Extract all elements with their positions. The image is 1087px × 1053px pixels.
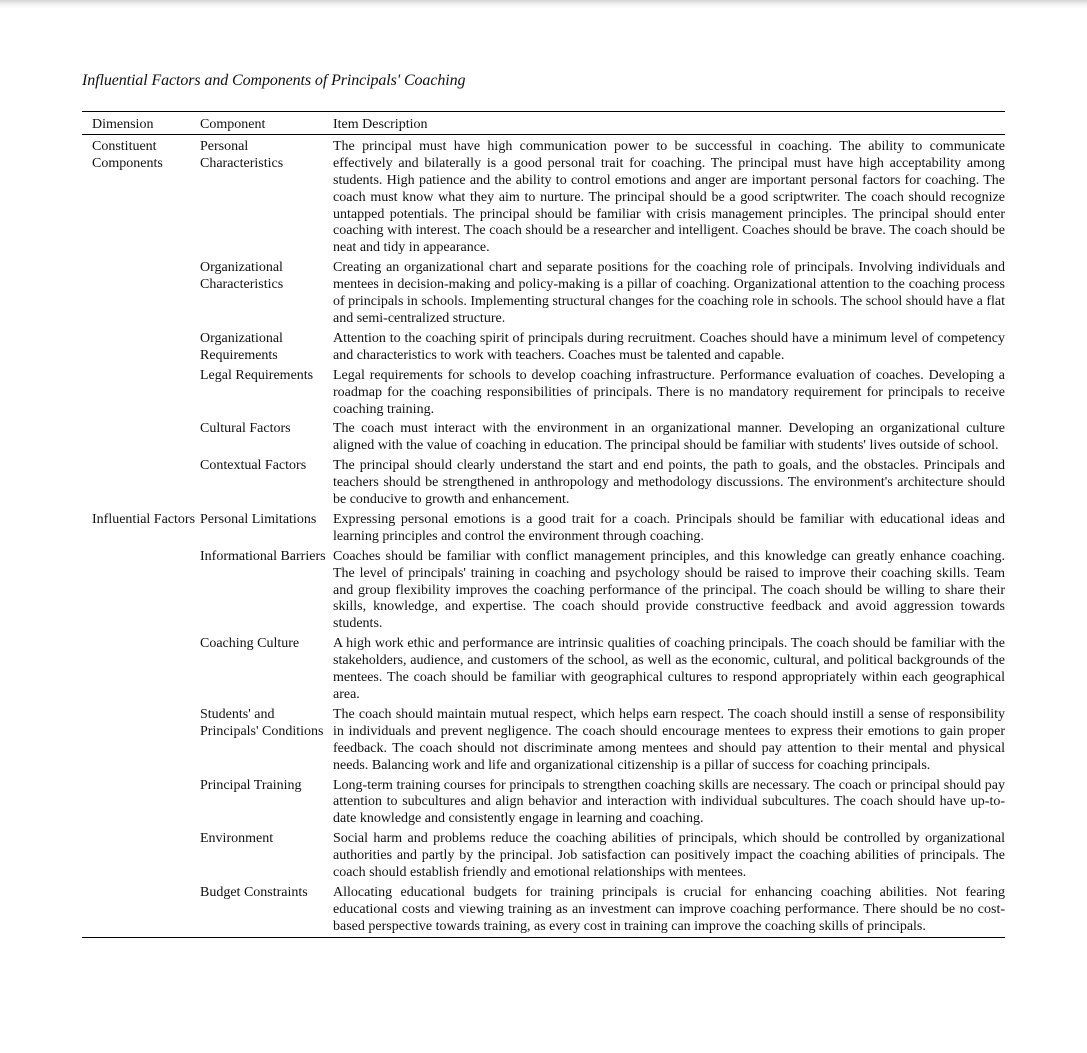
description-cell: Creating an organizational chart and separate positions for the coaching role of principals. Involving individuals and mentees in decision-making and policy-making is a pillar of coaching. Organizational attention to the coaching process of principals in schools. Implementing structural changes for the coaching role in schools. The school should have a flat and semi-centralized structure. [333,260,1005,326]
component-cell: Organizational Characteristics [200,260,284,293]
dimension-cell: Constituent Components [92,138,163,171]
description-cell: Legal requirements for schools to develop coaching infrastructure. Performance evaluation of coaches. Developing a roadmap for the coaching responsibilities of principals. There is no mandatory requirement for principals to receive coaching training. [333,367,1005,417]
dimension-cell [82,419,200,456]
dimension-cell [82,829,200,883]
component-cell: Personal Limitations [200,511,317,527]
table-body [82,134,1005,937]
description-cell: The principal should clearly understand the start and end points, the path to goals, and the obstacles. Principals and teachers should be strengthened in anthropology and methodology discussions. The environment's architecture should be conducive to growth and enhancement. [333,458,1005,508]
table-row [82,883,1005,937]
description-cell: Long-term training courses for principals to strengthen coaching skills are necessary. The coach or principal should pay attention to subcultures and align behavior and interaction with individual subcultures. The coach should have up-to-date knowledge and consistently engage in learning and coaching. [333,777,1005,827]
table-row [82,456,1005,510]
description-cell: Expressing personal emotions is a good trait for a coach. Principals should be familiar with educational ideas and learning principles and control the environment through coaching. [333,511,1005,544]
table-row [82,547,1005,635]
table-row [82,634,1005,705]
dimension-cell [82,705,200,776]
table-row [82,258,1005,329]
dimension-cell [82,456,200,510]
component-cell: Principal Training [200,777,302,793]
component-cell: Contextual Factors [200,458,307,474]
component-cell: Informational Barriers [200,548,326,564]
component-cell: Budget Constraints [200,884,308,900]
component-cell: Legal Requirements [200,367,314,383]
window-top-shadow [0,0,1087,8]
table-row [82,366,1005,420]
factors-table [82,111,1005,938]
dimension-cell [82,776,200,830]
table-row [82,776,1005,830]
dimension-cell [82,547,200,635]
table-row [82,510,1005,547]
dimension-cell: Influential Factors [92,511,196,527]
table-row [82,134,1005,258]
table-row [82,705,1005,776]
table-header-row [82,112,1005,135]
description-cell: Social harm and problems reduce the coaching abilities of principals, which should be controlled by organizational authorities and partly by the principal. Job satisfaction can positively impact the coaching abilities of principals. The coach should establish friendly and emotional relationships with mentees. [333,831,1005,881]
table-row [82,329,1005,366]
header-dimension: Dimension [92,117,154,132]
description-cell: Attention to the coaching spirit of principals during recruitment. Coaches should have a minimum level of competency and characteristics to work with teachers. Coaches must be talented and capable. [333,330,1005,363]
table-row [82,419,1005,456]
table-row [82,829,1005,883]
dimension-cell [82,883,200,937]
description-cell: A high work ethic and performance are intrinsic qualities of coaching principals. The coach should be familiar with the stakeholders, audience, and customers of the school, as well as the economic, cultural, and political backgrounds of the mentees. The coach should be familiar with geographical cultures to respond appropriately within each geographical area. [333,636,1005,702]
dimension-cell [82,258,200,329]
description-cell: The coach should maintain mutual respect, which helps earn respect. The coach should instill a sense of responsibility in individuals and prevent negligence. The coach should encourage mentees to express their emotions to gain proper feedback. The coach should not discriminate among mentees and should pay attention to their mental and physical needs. Balancing work and life and organizational citizenship is a pillar of success for coaching principals. [333,706,1005,773]
header-item-description: Item Description [333,117,428,132]
header-component: Component [200,117,266,132]
dimension-cell [82,634,200,705]
component-cell: Students' and Principals' Conditions [200,706,324,739]
dimension-cell [82,329,200,366]
description-cell: Coaches should be familiar with conflict management principles, and this knowledge can greatly enhance coaching. The level of principals' training in coaching and psychology should be raised to improve their coaching skills. Team and group flexibility improves the coaching performance of the principal. The coach should be willing to share their skills, knowledge, and expertise. The coach should provide constructive feedback and avoid aggression towards students. [333,548,1005,632]
dimension-cell [82,366,200,420]
component-cell: Cultural Factors [200,421,291,437]
table-caption: Influential Factors and Components of Principals' Coaching [82,72,466,89]
description-cell: The coach must interact with the environment in an organizational manner. Developing an organizational culture aligned with the value of coaching in education. The principal should be familiar with students' lives outside of school. [333,421,1005,454]
component-cell: Environment [200,831,274,847]
component-cell: Personal Characteristics [200,138,284,171]
description-cell: Allocating educational budgets for training principals is crucial for enhancing coaching abilities. Not fearing educational costs and viewing training as an investment can improve coaching performance. There should be no cost-based perspective towards training, as every cost in training can improve the coaching skills of principals. [333,884,1005,934]
component-cell: Organizational Requirements [200,330,283,363]
component-cell: Coaching Culture [200,636,300,652]
description-cell: The principal must have high communication power to be successful in coaching. The ability to communicate effectively and bilaterally is a good personal trait for coaching. The principal must have high acceptability among students. High patience and the ability to control emotions and anger are important personal factors for coaching. The coach must know what they aim to nurture. The principal should be a good scriptwriter. The coach should recognize untapped potentials. The principal should be familiar with crisis management principles. The principal should enter coaching with interest. The coach should be a researcher and intelligent. Coaches should be brave. The coach should be neat and tidy in appearance. [333,138,1005,256]
